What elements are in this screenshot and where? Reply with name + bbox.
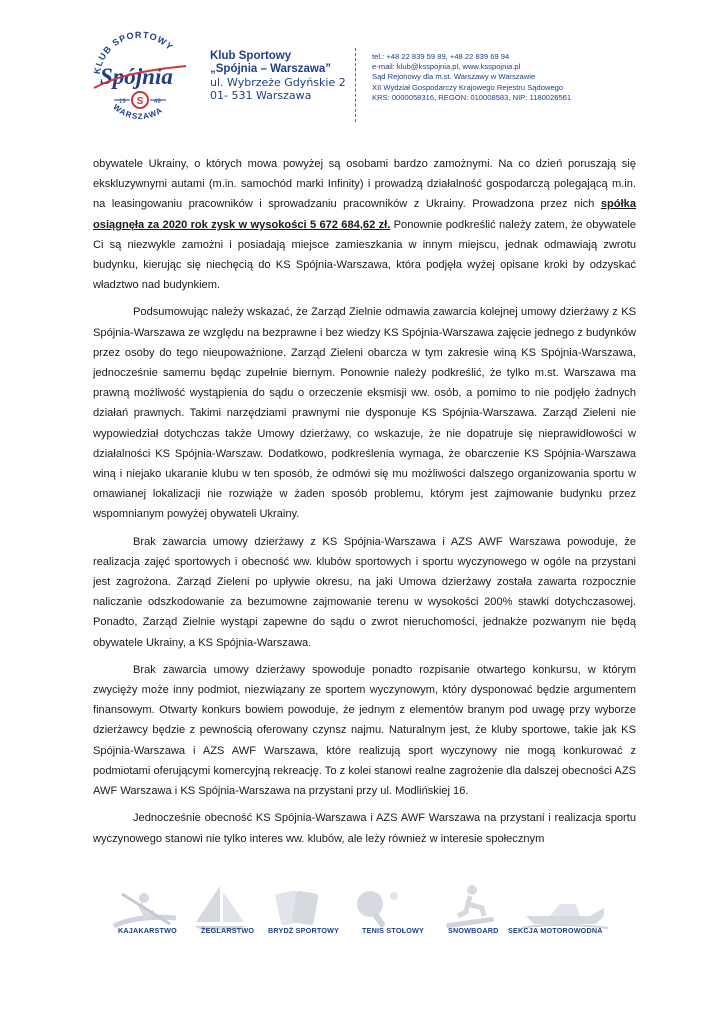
letter-body bbox=[93, 154, 636, 856]
contact-registry: KRS: 0000058316, REGON: 010008583, NIP: 1180026561 bbox=[372, 92, 572, 102]
club-street: ul. Wybrzeże Gdyńskie 2 bbox=[210, 76, 346, 89]
header-divider bbox=[355, 48, 356, 122]
logo-badge-letter: S bbox=[136, 96, 144, 107]
logo-bottom-text: WARSZAWA bbox=[111, 102, 165, 122]
contact-block bbox=[372, 52, 702, 103]
logo-script-name: Spójnia bbox=[100, 64, 173, 89]
contact-phone: tel.: +48 22 839 59 89, +48 22 839 69 94 bbox=[372, 52, 510, 61]
sport-sailing: ŻEGLARSTWO bbox=[201, 926, 255, 935]
club-name: Klub Sportowy bbox=[210, 50, 292, 62]
club-subtitle: „Spójnia – Warszawa” bbox=[210, 63, 331, 75]
paragraph-4: Brak zawarcia umowy dzierżawy spowoduje ponadto rozpisanie otwartego konkursu, w którym zwycięży może inny podmiot, niezwiązany ze sportem wyczynowym, który dysponować będzie argumentem finansowym. Otwarty konkurs bowiem powoduje, że jednym z elementów branym pod uwagę przy wyborze dzierżawcy będzie z pewnością oferowany czynsz najmu. Naturalnym jest, że kluby sportowe, takie jak KS Spójnia-Warszawa i AZS AWF Warszawa, które realizują sport wyczynowy nie mogą konkurować z podmiotami oferującymi komercyjną rekreację. To z kolei stanowi realne zagrożenie dla dalszej obecności AZS AWF Warszawa i KS Spójnia-Warszawa na przystani przy ul. Modlińskiej 16. bbox=[93, 663, 636, 798]
paragraph-3: Brak zawarcia umowy dzierżawy z KS Spójnia-Warszawa i AZS AWF Warszawa powoduje, że realizacja zajęć sportowych i obecność ww. klubów sportowych i sportu wyczynowego w ogóle na przystani jest zagrożona. Zarząd Zieleni po upływie okresu, na jaki Umowa dzierżawy została zawarta rozpocznie naliczanie odszkodowanie za bezumowne zajmowanie terenu w wysokości 200% stawki dotychczasowej. Ponadto, Zarząd Zielnie wystąpi zapewne do sądu o zwrot nieruchomości, jednakże pozwanym nie będą obywatele Ukrainy, a KS Spójnia-Warszawa. bbox=[93, 535, 636, 649]
contact-court: Sąd Rejonowy dla m.st. Warszawy w Warszawie bbox=[372, 72, 536, 82]
sport-kayaking: KAJAKARSTWO bbox=[118, 926, 177, 935]
contact-division: XII Wydział Gospodarczy Krajowego Rejestru Sądowego bbox=[372, 82, 564, 92]
sport-table-tennis: TENIS STOŁOWY bbox=[362, 926, 424, 935]
club-logo bbox=[86, 26, 194, 130]
paragraph-1-start: obywatele Ukrainy, o których mowa powyżej są osobami bardzo zamożnymi. Na co dzień poruszają się ekskluzywnymi autami (m.in. samochód marki Infinity) i prowadzą działalność gospodarczą polegającą m.in. na leasingowaniu pracowników i sprowadzaniu pracowników z Ukrainy. Prowadzona przez nich bbox=[93, 158, 636, 211]
motorboat-icon bbox=[520, 890, 610, 930]
paragraph-1 bbox=[93, 154, 636, 295]
paragraph-1-end: Ponownie podkreślić należy zatem, że obywatele Ci są niezwykle zamożni i posiadają miejsce zamieszkania w innym miejscu, jednak odmawiają zwrotu budynku, kierując się niechęcią do KS Spójnia-Warszawa, która podjęła wyżej opisane kroki by odzyskać władztwo nad budynkiem. bbox=[93, 218, 636, 292]
contact-email: e-mail: klub@ksspojnia.pl, www.ksspojnia.pl bbox=[372, 62, 521, 72]
sport-motorboat: SEKCJA MOTOROWODNA bbox=[508, 926, 603, 935]
logo-year-right: 49 bbox=[154, 99, 161, 105]
club-city: 01- 531 Warszawa bbox=[210, 89, 312, 102]
sailboat-icon bbox=[190, 884, 250, 932]
club-address-block bbox=[210, 50, 350, 102]
paragraph-5: Jednocześnie obecność KS Spójnia-Warszawa i AZS AWF Warszawa na przystani i realizacja sportu wyczynowego stanowi nie tylko interes ww. klubów, ale leży również w interesie społecznym bbox=[93, 812, 636, 845]
table-tennis-icon bbox=[346, 886, 406, 930]
card-icon bbox=[268, 886, 328, 930]
sport-snowboard: SNOWBOARD bbox=[448, 926, 499, 935]
logo-year-left: 19 bbox=[119, 99, 126, 105]
paragraph-2: Podsumowując należy wskazać, że Zarząd Zielnie odmawia zawarcia kolejnej umowy dzierżawy z KS Spójnia-Warszawa ze względu na bezprawne i bez wiedzy KS Spójnia-Warszawa zajęcie jednego z budynków przez osoby do tego nieupoważnione. Zarząd Zieleni obarcza w tym zakresie winą KS Spójnia-Warszawa, jednocześnie samemu będąc zupełnie biernym. Ponownie należy podkreślić, że tylko m.st. Warszawa ma prawną możliwość wystąpienia do sądu o orzeczenie eksmisji ww. osób, a pomimo to nie podjęło żadnych działań prawnych. Takimi narzędziami prawnymi nie dysponuje KS Spójnia-Warszawa. Zarząd Zieleni nie wypowiedział dotychczas także Umowy dzierżawy, co wskazuje, że nie dopatruje się nieprawidłowości w działalności KS Spójnia-Warszaw. Dodatkowo, podkreślenia wymaga, że obarczenie KS Spójnia-Warszawa winą i niejako ukaranie klubu w ten sposób, że odmówi się mu możliwości dalszego organizowania sportu w omawianej lokalizacji nie rozwiąże w żaden sposób problemu, którym jest zajmowanie budynku przez wspomnianym powyżej obywateli Ukrainy. bbox=[93, 306, 636, 521]
profit-highlight: spółka osiągnęła za 2020 rok zysk w wysokości 5 672 684,62 zł. bbox=[93, 198, 636, 231]
logo-top-text: KLUB SPORTOWY bbox=[91, 29, 176, 75]
snowboard-icon bbox=[440, 882, 500, 930]
sport-bridge: BRYDŻ SPORTOWY bbox=[268, 926, 340, 935]
sports-footer bbox=[0, 880, 724, 960]
